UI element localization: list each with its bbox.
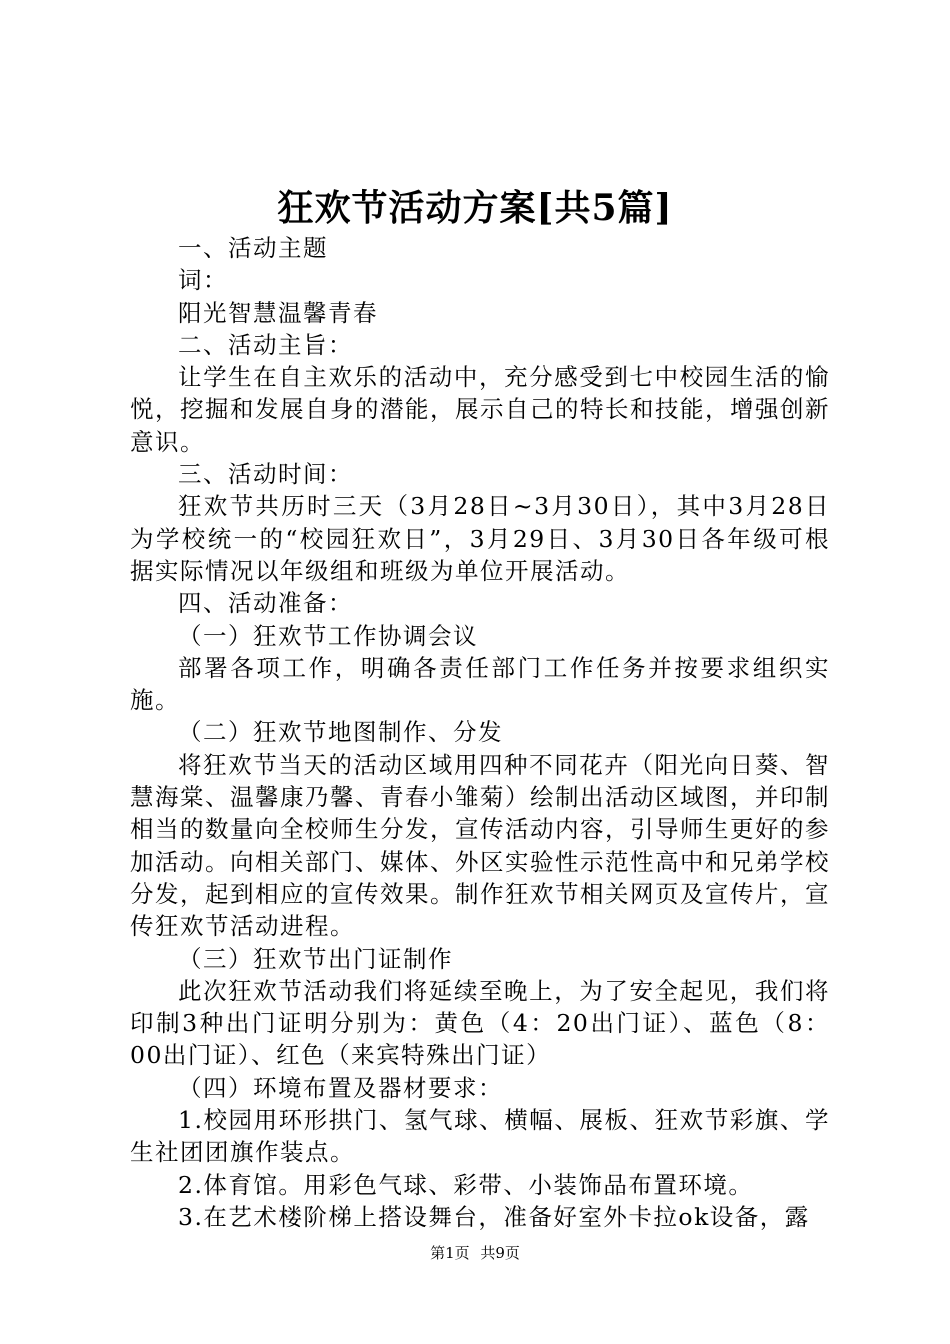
theme-word-label: 词： <box>178 266 228 295</box>
pass-paragraph: 此次狂欢节活动我们将延续至晚上，为了安全起见，我们将印制3种出门证明分别为：黄色（4：20出门证）、蓝色（8：00出门证）、红色（来宾特殊出门证） <box>130 976 830 1070</box>
document-body <box>130 232 830 1233</box>
heading-time: 三、活动时间： <box>178 460 353 489</box>
page-total: 共9页 <box>480 1244 520 1262</box>
meeting-paragraph: 部署各项工作，明确各责任部门工作任务并按要求组织实施。 <box>130 653 830 715</box>
subheading-map: （二）狂欢节地图制作、分发 <box>178 718 503 747</box>
environment-item-2: 2.体育馆。用彩色气球、彩带、小装饰品布置环境。 <box>178 1170 754 1199</box>
time-paragraph: 狂欢节共历时三天（3月28日~3月30日），其中3月28日为学校统一的“校园狂欢日”，3月29日、3月30日各年级可根据实际情况以年级组和班级为单位开展活动。 <box>130 492 830 585</box>
map-paragraph: 将狂欢节当天的活动区域用四种不同花卉（阳光向日葵、智慧海棠、温馨康乃馨、青春小雏菊）绘制出活动区域图，并印制相当的数量向全校师生分发，宣传活动内容，引导师生更好的参加活动。向相关部门、媒体、外区实验性示范性高中和兄弟学校分发，起到相应的宣传效果。制作狂欢节相关网页及宣传片，宣传狂欢节活动进程。 <box>130 750 830 941</box>
document-title: 狂欢节活动方案[共5篇] <box>277 187 673 229</box>
subheading-pass: （三）狂欢节出门证制作 <box>178 944 453 973</box>
subheading-environment: （四）环境布置及器材要求： <box>178 1073 503 1102</box>
environment-item-1: 1.校园用环形拱门、氢气球、横幅、展板、狂欢节彩旗、学生社团团旗作装点。 <box>130 1106 830 1167</box>
heading-preparation: 四、活动准备： <box>178 589 353 618</box>
theme-words: 阳光智慧温馨青春 <box>178 298 378 327</box>
subheading-meeting: （一）狂欢节工作协调会议 <box>178 621 478 650</box>
heading-theme: 一、活动主题 <box>178 234 328 262</box>
environment-item-3: 3.在艺术楼阶梯上搭设舞台，准备好室外卡拉ok设备，露 <box>178 1202 810 1231</box>
page-number: 第1页 <box>430 1244 470 1262</box>
purpose-paragraph: 让学生在自主欢乐的活动中，充分感受到七中校园生活的愉悦，挖掘和发展自身的潜能，展示自己的特长和技能，增强创新意识。 <box>130 363 830 456</box>
page-footer <box>0 1242 950 1264</box>
heading-purpose: 二、活动主旨： <box>178 330 353 359</box>
